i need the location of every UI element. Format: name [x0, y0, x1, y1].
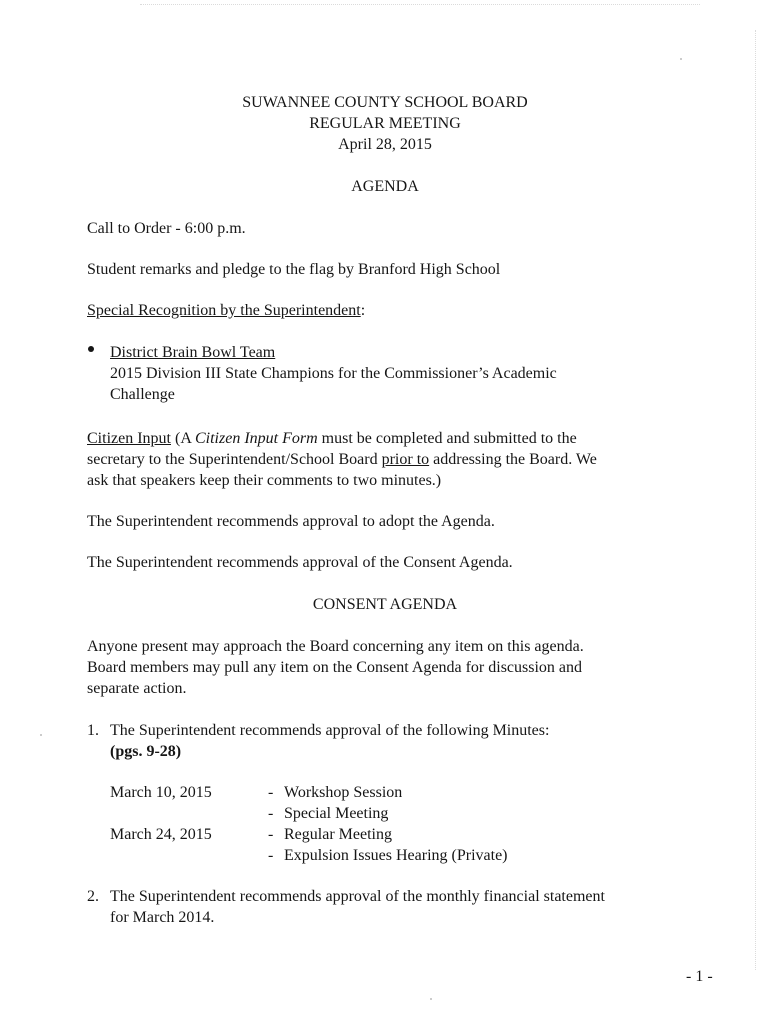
consent-intro-line-2: Board members may pull any item on the Consent Agenda for discussion and: [87, 659, 583, 676]
minutes-dash: -: [268, 847, 274, 864]
header-date: April 28, 2015: [338, 136, 432, 153]
minutes-item: Expulsion Issues Hearing (Private): [284, 847, 508, 864]
citizen-input-form-name: Citizen Input Form: [194, 430, 318, 447]
scan-speck: [680, 58, 682, 60]
bullet-title: District Brain Bowl Team: [110, 344, 276, 361]
minutes-item: Special Meeting: [284, 805, 389, 822]
citizen-input-line-3: ask that speakers keep their comments to two minutes.): [87, 472, 442, 489]
item-2-line-2: for March 2014.: [110, 909, 215, 926]
citizen-input-line-2: [87, 449, 597, 470]
citizen-input-label: Citizen Input: [87, 430, 171, 447]
minutes-item: Workshop Session: [284, 784, 403, 801]
minutes-dash: -: [268, 826, 274, 843]
minutes-dash: -: [268, 784, 274, 801]
consent-agenda-approval: The Superintendent recommends approval of the Consent Agenda.: [87, 554, 513, 571]
special-recognition-label: Special Recognition by the Superintendent: [87, 302, 361, 319]
citizen-input-part2: must be completed and submitted to the: [317, 430, 577, 447]
call-to-order: Call to Order - 6:00 p.m.: [87, 220, 246, 237]
minutes-date: March 10, 2015: [110, 784, 212, 801]
student-remarks: Student remarks and pledge to the flag by Branford High School: [87, 261, 501, 278]
item-1-number: 1.: [87, 722, 99, 739]
scan-edge-top: [140, 0, 700, 5]
page-number: - 1 -: [686, 968, 713, 985]
citizen-input-part1: (A: [170, 430, 195, 447]
header-org: SUWANNEE COUNTY SCHOOL BOARD: [242, 94, 528, 111]
minutes-item: Regular Meeting: [284, 826, 392, 843]
item-2-line-1: The Superintendent recommends approval of the monthly financial statement: [110, 888, 605, 905]
special-recognition-colon: :: [360, 302, 366, 319]
consent-intro-line-3: separate action.: [87, 680, 187, 697]
item-1-text: The Superintendent recommends approval of the following Minutes:: [110, 722, 550, 739]
scan-speck: [40, 734, 42, 736]
adopt-agenda: The Superintendent recommends approval to adopt the Agenda.: [87, 513, 495, 530]
agenda-title: AGENDA: [351, 178, 419, 195]
header-meeting: REGULAR MEETING: [309, 115, 461, 132]
item-2-number: 2.: [87, 888, 99, 905]
bullet-line-3: Challenge: [110, 386, 175, 403]
consent-intro-line-1: Anyone present may approach the Board concerning any item on this agenda.: [87, 638, 584, 655]
citizen-line2-prior-to: prior to: [381, 451, 430, 468]
citizen-line2-part1: secretary to the Superintendent/School Board: [87, 451, 382, 468]
item-1-pages: (pgs. 9-28): [110, 743, 182, 760]
bullet-icon: [88, 346, 94, 352]
citizen-line2-part2: addressing the Board. We: [429, 451, 597, 468]
minutes-dash: -: [268, 805, 274, 822]
citizen-input-line-1: [87, 428, 577, 449]
minutes-date: March 24, 2015: [110, 826, 212, 843]
scan-edge-right: [755, 30, 758, 970]
scan-speck: [430, 998, 432, 1000]
special-recognition-heading: [87, 300, 365, 321]
bullet-line-2: 2015 Division III State Champions for the Commissioner’s Academic: [110, 365, 557, 382]
consent-agenda-title: CONSENT AGENDA: [312, 596, 458, 613]
